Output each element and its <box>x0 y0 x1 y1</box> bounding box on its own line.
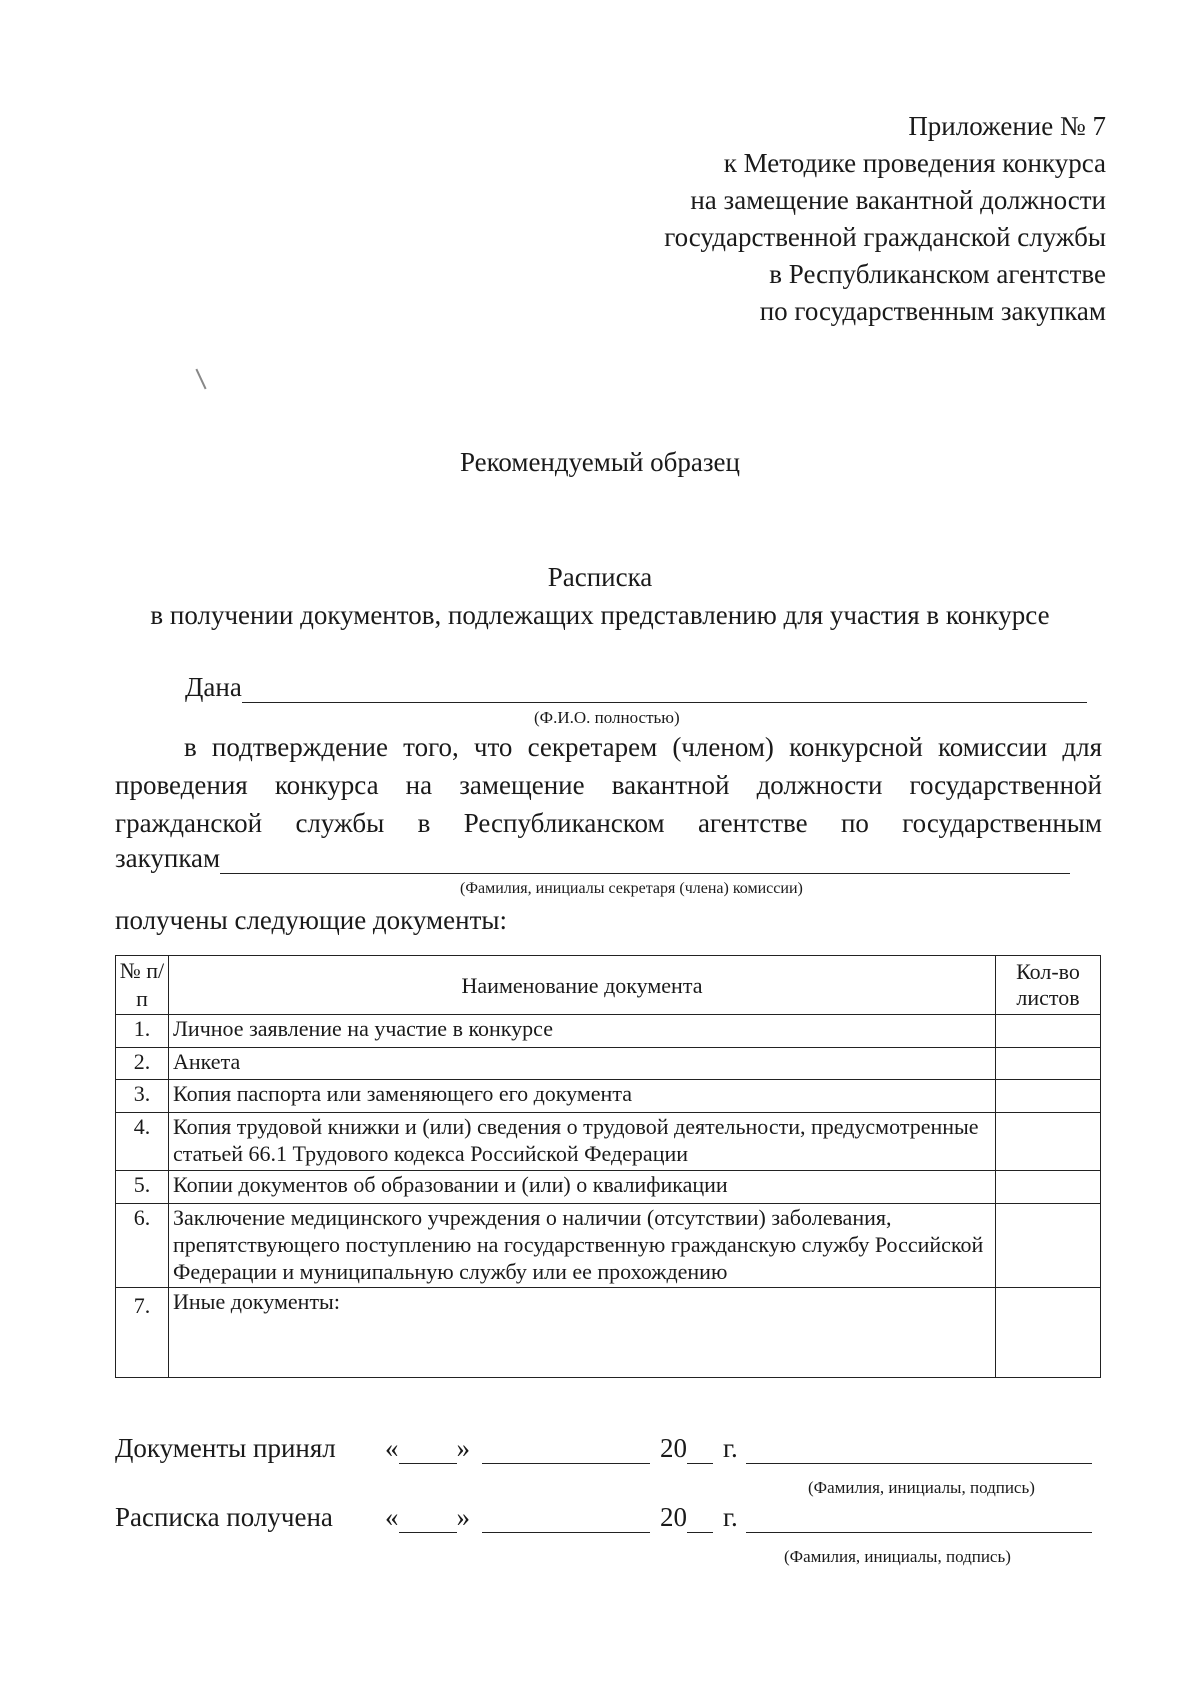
table-row <box>116 1288 1101 1378</box>
accepted-label: Документы принял <box>115 1433 336 1463</box>
received-caption: (Фамилия, инициалы, подпись) <box>784 1547 1011 1566</box>
year-field[interactable] <box>687 1510 713 1533</box>
table-row <box>116 1015 1101 1048</box>
month-field[interactable] <box>482 1510 650 1533</box>
year-prefix: 20 <box>660 1502 687 1532</box>
row-count-cell[interactable] <box>996 1171 1101 1204</box>
row-count-cell[interactable] <box>996 1204 1101 1288</box>
appendix-line: в Республиканском агентстве <box>769 259 1106 289</box>
quote-open: « <box>385 1433 399 1463</box>
row-count-cell[interactable] <box>996 1080 1101 1113</box>
row-name: Заключение медицинского учреждения о наличии (отсутствии) заболевания, препятствующего поступлению на государственную гражданскую службу Российской Федерации и муниципальную службу или ее прохождению <box>169 1204 996 1288</box>
appendix-header <box>664 108 1106 330</box>
appendix-line: Приложение № 7 <box>908 111 1106 141</box>
given-row <box>185 672 1087 703</box>
appendix-line: на замещение вакантной должности <box>690 185 1106 215</box>
year-field[interactable] <box>687 1441 713 1464</box>
year-suffix: г. <box>723 1433 738 1463</box>
header-count: Кол-во листов <box>996 956 1101 1015</box>
table-row <box>116 1204 1101 1288</box>
accepted-caption: (Фамилия, инициалы, подпись) <box>808 1478 1035 1497</box>
row-num: 2. <box>116 1048 169 1080</box>
header-num: № п/п <box>116 956 169 1015</box>
signature-field[interactable] <box>746 1441 1092 1464</box>
row-count-cell[interactable] <box>996 1288 1101 1378</box>
row-name: Иные документы: <box>169 1288 996 1378</box>
signature-field[interactable] <box>746 1510 1092 1533</box>
documents-table <box>115 955 1101 1378</box>
document-title: Расписка <box>547 562 653 592</box>
secretary-row <box>115 843 1070 874</box>
sample-label: Рекомендуемый образец <box>459 447 740 477</box>
accepted-signature-row <box>115 1433 1092 1464</box>
row-count-cell[interactable] <box>996 1113 1101 1171</box>
row-count-cell[interactable] <box>996 1048 1101 1080</box>
appendix-line: по государственным закупкам <box>759 296 1106 326</box>
appendix-line: к Методике проведения конкурса <box>723 148 1106 178</box>
row-num: 4. <box>116 1113 169 1171</box>
header-name: Наименование документа <box>169 956 996 1015</box>
received-signature-label: Расписка получена <box>115 1502 333 1532</box>
received-label: получены следующие документы: <box>115 905 508 935</box>
year-suffix: г. <box>723 1502 738 1532</box>
year-prefix: 20 <box>660 1433 687 1463</box>
given-label: Дана <box>185 672 242 702</box>
document-subtitle: в получении документов, подлежащих представлению для участия в конкурсе <box>150 600 1050 630</box>
month-field[interactable] <box>482 1441 650 1464</box>
received-signature-row <box>115 1502 1092 1533</box>
table-row <box>116 1113 1101 1171</box>
day-field[interactable] <box>399 1441 457 1464</box>
row-num: 3. <box>116 1080 169 1113</box>
quote-close: » <box>456 1433 470 1463</box>
secretary-caption: (Фамилия, инициалы секретаря (члена) комиссии) <box>460 880 803 897</box>
day-field[interactable] <box>399 1510 457 1533</box>
stray-pen-mark <box>195 369 206 390</box>
row-name: Анкета <box>169 1048 996 1080</box>
row-num: 7. <box>116 1288 169 1378</box>
row-name: Копия паспорта или заменяющего его документа <box>169 1080 996 1113</box>
row-name: Копии документов об образовании и (или) о квалификации <box>169 1171 996 1204</box>
secretary-name-field[interactable] <box>220 849 1070 874</box>
quote-close: » <box>456 1502 470 1532</box>
row-name: Копия трудовой книжки и (или) сведения о трудовой деятельности, предусмотренные статьей 66.1 Трудового кодекса Российской Федерации <box>169 1113 996 1171</box>
row-name: Личное заявление на участие в конкурсе <box>169 1015 996 1048</box>
full-name-caption: (Ф.И.О. полностью) <box>534 708 680 727</box>
table-row <box>116 1171 1101 1204</box>
full-name-field[interactable] <box>242 678 1087 703</box>
confirmation-paragraph: в подтверждение того, что секретарем (членом) конкурсной комиссии для проведения конкурса на замещение вакантной должности государственной гражданской службы в Республиканском агентстве по государственным <box>115 732 1102 838</box>
row-num: 6. <box>116 1204 169 1288</box>
paragraph-last-word: закупкам <box>115 843 221 873</box>
table-row <box>116 1080 1101 1113</box>
table-header-row <box>116 956 1101 1015</box>
table-row <box>116 1048 1101 1080</box>
row-count-cell[interactable] <box>996 1015 1101 1048</box>
quote-open: « <box>385 1502 399 1532</box>
row-num: 5. <box>116 1171 169 1204</box>
appendix-line: государственной гражданской службы <box>664 222 1106 252</box>
row-num: 1. <box>116 1015 169 1048</box>
